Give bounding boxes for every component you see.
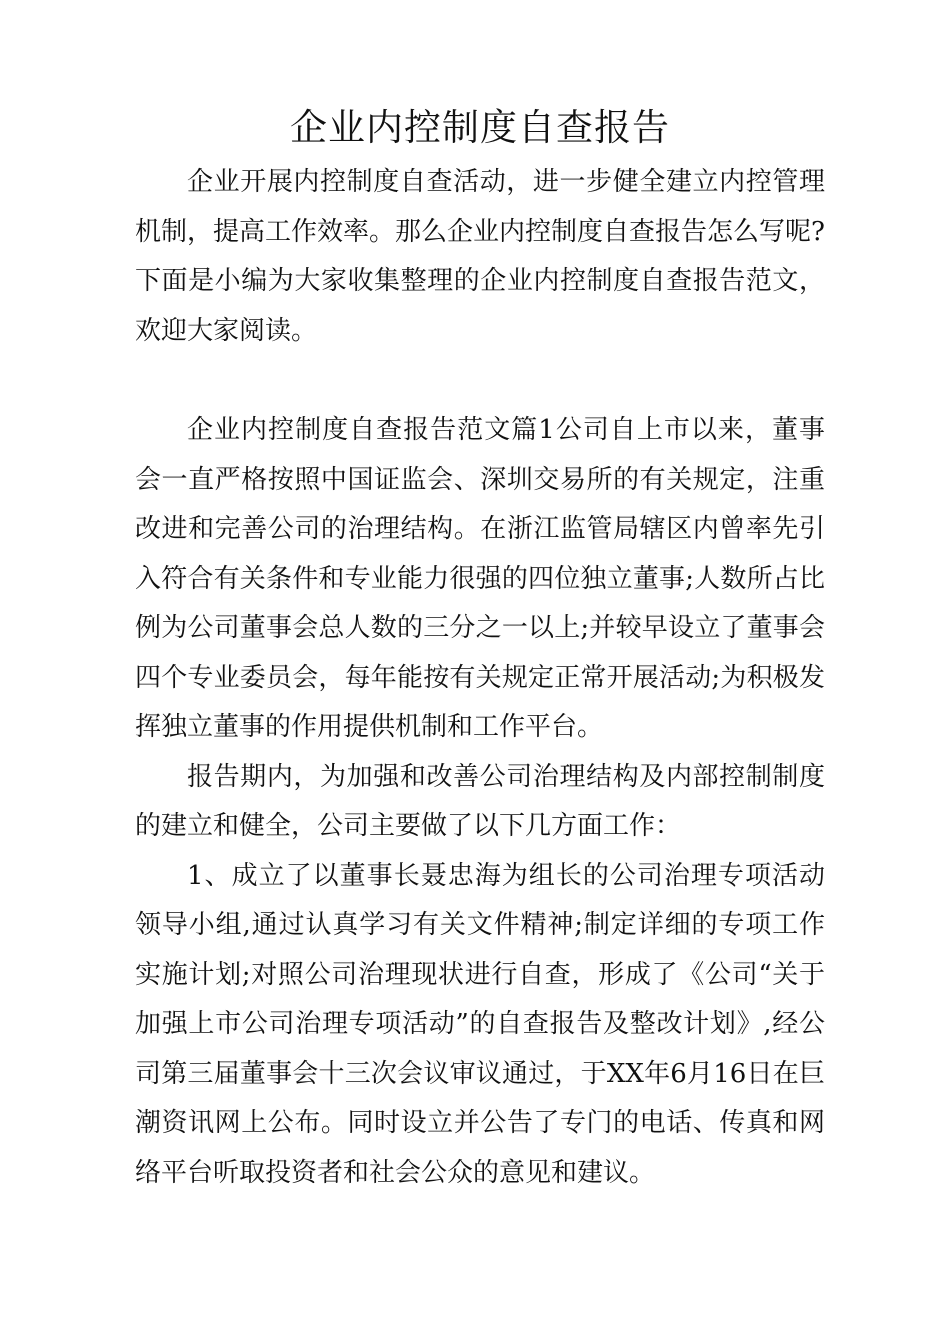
sample-report-paragraph: 企业内控制度自查报告范文篇1公司自上市以来，董事会一直严格按照中国证监会、深圳交易所的有关规定，注重改进和完善公司的治理结构。在浙江监管局辖区内曾率先引入符合有关条件和专业能力很强的四位独立董事;人数所占比例为公司董事会总人数的三分之一以上;并较早设立了董事会四个专业委员会，每年能按有关规定正常开展活动;为积极发挥独立董事的作用提供机制和工作平台。 [135,415,825,742]
document-page [135,100,825,1198]
intro-paragraph: 企业开展内控制度自查活动，进一步健全建立内控管理机制，提高工作效率。那么企业内控制度自查报告怎么写呢?下面是小编为大家收集整理的企业内控制度自查报告范文，欢迎大家阅读。 [135,167,825,346]
report-period-paragraph: 报告期内，为加强和改善公司治理结构及内部控制制度的建立和健全，公司主要做了以下几方面工作： [135,761,825,841]
paragraph-spacer [135,356,825,406]
document-title: 企业内控制度自查报告 [290,106,670,149]
item-1-paragraph: 1、成立了以董事长聂忠海为组长的公司治理专项活动领导小组,通过认真学习有关文件精神;制定详细的专项工作实施计划;对照公司治理现状进行自查，形成了《公司“关于加强上市公司治理专项活动”的自查报告及整改计划》,经公司第三届董事会十三次会议审议通过，于XX年6月16日在巨潮资讯网上公布。同时设立并公告了专门的电话、传真和网络平台听取投资者和社会公众的意见和建议。 [135,860,825,1188]
